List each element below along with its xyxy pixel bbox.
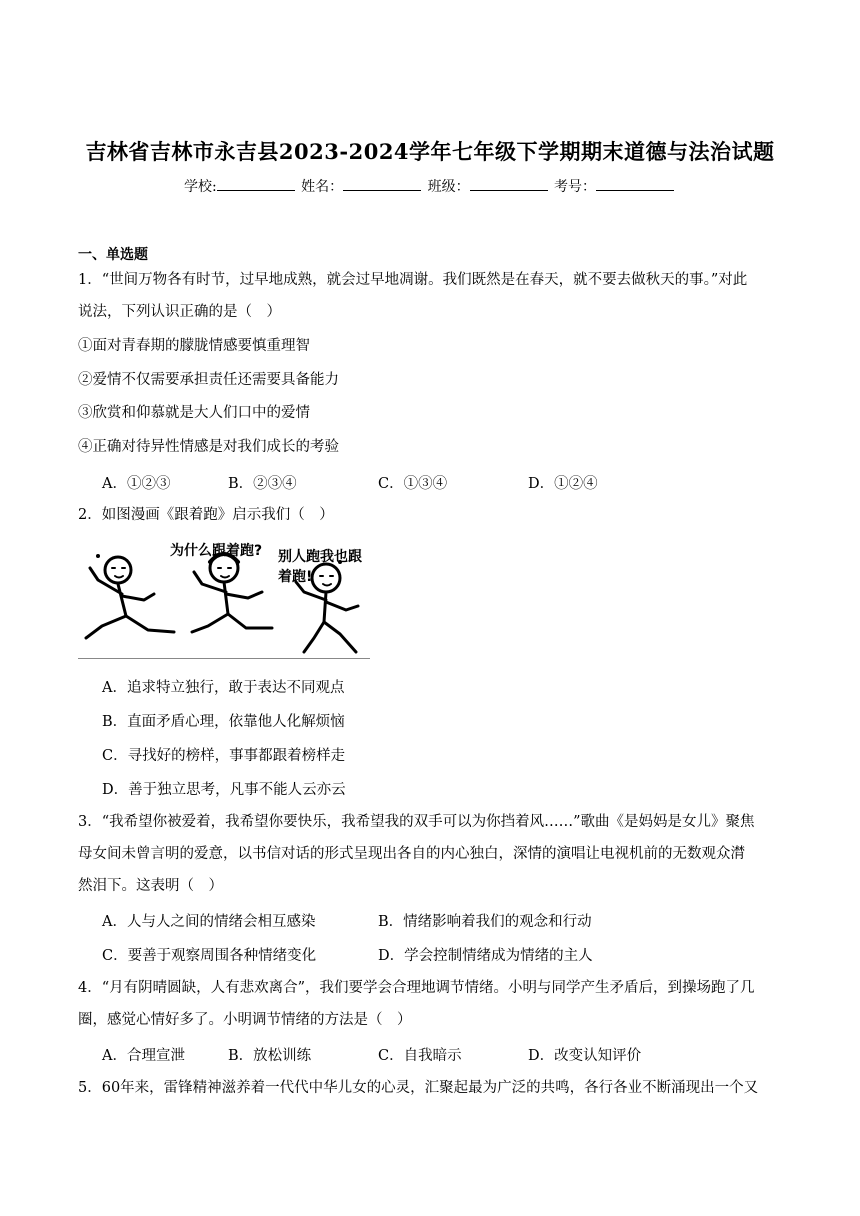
- q1-option-b[interactable]: B．②③④: [228, 476, 297, 492]
- q4-option-b[interactable]: B．放松训练: [228, 1048, 312, 1064]
- q3-option-b[interactable]: B．情绪影响着我们的观念和行动: [378, 914, 592, 930]
- q3-stem-line3: 然泪下。这表明（ ）: [78, 878, 223, 894]
- q1-option-a[interactable]: A．①②③: [102, 476, 171, 492]
- q3-option-d[interactable]: D．学会控制情绪成为情绪的主人: [378, 948, 593, 964]
- q1-statement-2: ②爱情不仅需要承担责任还需要具备能力: [78, 372, 339, 388]
- q1-option-c[interactable]: C．①③④: [378, 476, 448, 492]
- q2-option-d[interactable]: D．善于独立思考，凡事不能人云亦云: [102, 782, 346, 798]
- q3-stem-line1: 3．“我希望你被爱着，我希望你要快乐，我希望我的双手可以为你挡着风……”歌曲《是妈妈是女儿》聚焦: [78, 814, 755, 830]
- q1-stem-line2: 说法，下列认识正确的是（ ）: [78, 304, 281, 320]
- q2-option-b[interactable]: B．直面矛盾心理，依靠他人化解烦恼: [102, 714, 345, 730]
- q4-stem-line1: 4．“月有阴晴圆缺，人有悲欢离合”，我们要学会合理地调节情绪。小明与同学产生矛盾后，到操场跑了几: [78, 980, 755, 996]
- q1-stem-line1: 1．“世间万物各有时节，过早地成熟，就会过早地凋谢。我们既然是在春天，就不要去做秋天的事。”对此: [78, 272, 748, 288]
- q4-option-c[interactable]: C．自我暗示: [378, 1048, 462, 1064]
- q3-stem-line2: 母女间未曾言明的爱意，以书信对话的形式呈现出各自的内心独白，深情的演唱让电视机前的无数观众潸: [78, 846, 745, 862]
- q2-stem-line1: 2．如图漫画《跟着跑》启示我们（ ）: [78, 507, 334, 523]
- cartoon-caption-2: 别人跑我也跟着跑!: [278, 549, 362, 585]
- q4-stem-line2: 圈，感觉心情好多了。小明调节情绪的方法是（ ）: [78, 1012, 412, 1028]
- cartoon-caption-1: 为什么跟着跑?: [170, 543, 263, 559]
- q3-option-c[interactable]: C．要善于观察周围各种情绪变化: [102, 948, 317, 964]
- q1-statement-3: ③欣赏和仰慕就是大人们口中的爱情: [78, 405, 310, 421]
- section-heading: 一、单选题: [78, 247, 148, 263]
- name-label: 姓名：: [301, 179, 344, 195]
- q3-option-a[interactable]: A．人与人之间的情绪会相互感染: [102, 914, 316, 930]
- q4-option-a[interactable]: A．合理宣泄: [102, 1048, 185, 1064]
- number-label: 考号：: [554, 179, 597, 195]
- number-blank[interactable]: [596, 178, 674, 191]
- cartoon-image: [78, 534, 370, 659]
- q1-statement-1: ①面对青春期的朦胧情感要慎重理智: [78, 338, 310, 354]
- q1-statement-4: ④正确对待异性情感是对我们成长的考验: [78, 439, 339, 455]
- q2-option-c[interactable]: C．寻找好的榜样，事事都跟着榜样走: [102, 748, 346, 764]
- school-blank[interactable]: [217, 178, 295, 191]
- student-info-line: [0, 176, 860, 196]
- q2-option-a[interactable]: A．追求特立独行，敢于表达不同观点: [102, 680, 345, 696]
- name-blank[interactable]: [343, 178, 421, 191]
- q5-stem-line1: 5．60年来，雷锋精神滋养着一代代中华儿女的心灵，汇聚起最为广泛的共鸣，各行各业不断涌现出一个又: [78, 1080, 759, 1096]
- page-title: 吉林省吉林市永吉县2023-2024学年七年级下学期期末道德与法治试题: [85, 139, 775, 164]
- q1-option-d[interactable]: D．①②④: [528, 476, 598, 492]
- class-label: 班级：: [427, 179, 470, 195]
- q4-option-d[interactable]: D．改变认知评价: [528, 1048, 642, 1064]
- school-label: 学校:: [183, 179, 217, 195]
- class-blank[interactable]: [470, 178, 548, 191]
